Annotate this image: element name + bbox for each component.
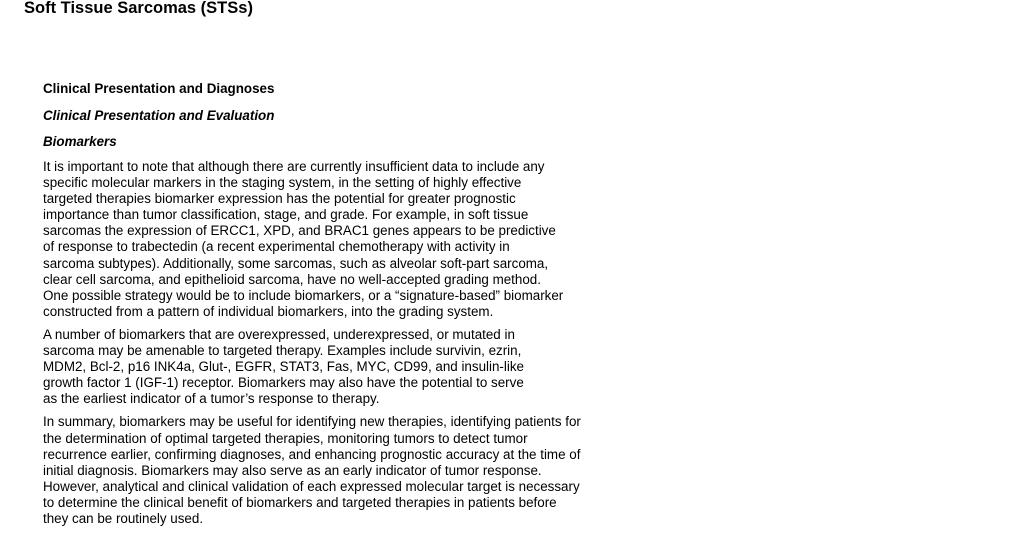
paragraph-line: A number of biomarkers that are overexpressed, underexpressed, or mutated in <box>43 326 515 342</box>
subsubsection-heading: Biomarkers <box>43 134 117 149</box>
paragraph <box>43 327 623 407</box>
page-title: Soft Tissue Sarcomas (STSs) <box>24 0 253 17</box>
paragraph-line: However, analytical and clinical validation of each expressed molecular target is necessary <box>43 478 580 494</box>
paragraph-line: initial diagnosis. Biomarkers may also serve as an early indicator of tumor response. <box>43 462 542 478</box>
paragraph-line: It is important to note that although there are currently insufficient data to include any <box>43 159 545 174</box>
document-body <box>43 80 623 534</box>
paragraph <box>43 414 623 527</box>
paragraph-line: to determine the clinical benefit of biomarkers and targeted therapies in patients before <box>43 494 557 510</box>
paragraph-line: they can be routinely used. <box>43 510 204 526</box>
paragraph-line: In summary, biomarkers may be useful for identifying new therapies, identifying patients for <box>43 414 581 430</box>
paragraph-line: as the earliest indicator of a tumor’s response to therapy. <box>43 391 380 407</box>
section-heading: Clinical Presentation and Diagnoses <box>43 81 275 96</box>
paragraph-line: One possible strategy would be to include biomarkers, or a “signature-based” biomarker <box>43 287 564 303</box>
paragraphs-container <box>43 159 623 527</box>
paragraph-line: of response to trabectedin (a recent experimental chemotherapy with activity in <box>43 239 510 255</box>
paragraph-line: clear cell sarcoma, and epithelioid sarcoma, have no well-accepted grading method. <box>43 271 541 287</box>
paragraph-line: MDM2, Bcl-2, p16 INK4a, Glut-, EGFR, STAT3, Fas, MYC, CD99, and insulin-like <box>43 359 524 375</box>
paragraph-line: the determination of optimal targeted therapies, monitoring tumors to detect tumor <box>43 430 528 446</box>
paragraph-line: growth factor 1 (IGF-1) receptor. Biomarkers may also have the potential to serve <box>43 375 524 391</box>
paragraph <box>43 159 623 320</box>
paragraph-line: sarcoma may be amenable to targeted therapy. Examples include survivin, ezrin, <box>43 343 522 359</box>
paragraph-line: recurrence earlier, confirming diagnoses, and enhancing prognostic accuracy at the time of <box>43 446 581 462</box>
paragraph-line: targeted therapies biomarker expression has the potential for greater prognostic <box>43 191 516 207</box>
paragraph-line: importance than tumor classification, stage, and grade. For example, in soft tissue <box>43 207 529 223</box>
paragraph-line: sarcomas the expression of ERCC1, XPD, and BRAC1 genes appears to be predictive <box>43 223 556 239</box>
paragraph-line: constructed from a pattern of individual biomarkers, into the grading system. <box>43 303 494 319</box>
subsection-heading: Clinical Presentation and Evaluation <box>43 108 275 123</box>
paragraph-line: sarcoma subtypes). Additionally, some sarcomas, such as alveolar soft-part sarcoma, <box>43 255 549 271</box>
paragraph-line: specific molecular markers in the staging system, in the setting of highly effective <box>43 175 522 191</box>
